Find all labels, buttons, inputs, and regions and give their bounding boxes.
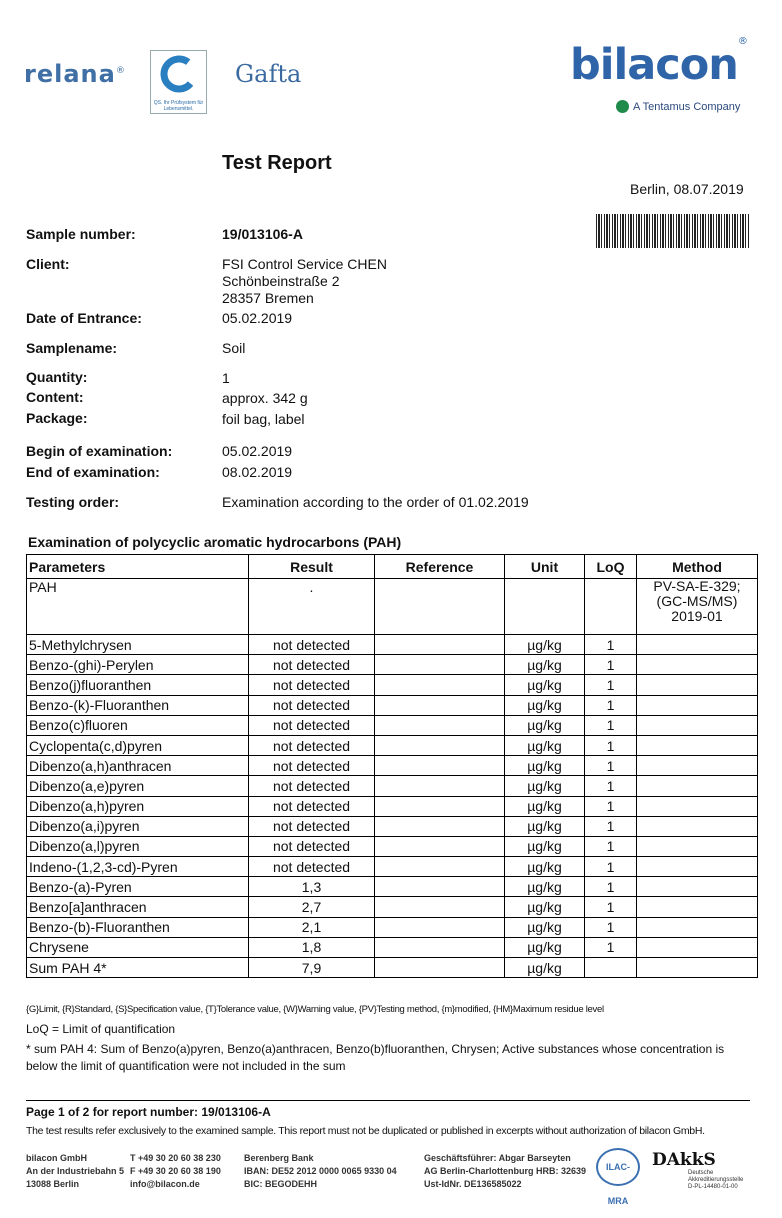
client-line-2: Schönbeinstraße 2 bbox=[222, 273, 340, 289]
result-cell: 2,1 bbox=[249, 917, 375, 937]
barcode-icon bbox=[596, 214, 749, 248]
method-cell bbox=[637, 836, 758, 856]
tentamus-icon bbox=[616, 100, 629, 113]
reference-cell bbox=[375, 776, 505, 796]
entrance-date: 05.02.2019 bbox=[222, 310, 293, 326]
result-cell: 1,8 bbox=[249, 937, 375, 957]
reference-cell bbox=[375, 836, 505, 856]
table-row bbox=[27, 877, 758, 897]
pah-method bbox=[637, 579, 758, 635]
param-cell: Dibenzo(a,e)pyren bbox=[27, 776, 249, 796]
table-row bbox=[27, 635, 758, 655]
table-row bbox=[27, 958, 758, 978]
table-row bbox=[27, 756, 758, 776]
param-cell: Benzo(j)fluoranthen bbox=[27, 675, 249, 695]
loq-cell: 1 bbox=[585, 917, 637, 937]
sample-number: 19/013106-A bbox=[222, 226, 303, 242]
loq-cell: 1 bbox=[585, 857, 637, 877]
tentamus-tagline: A Tentamus Company bbox=[616, 100, 740, 113]
table-row bbox=[27, 655, 758, 675]
result-cell: not detected bbox=[249, 635, 375, 655]
reference-cell bbox=[375, 877, 505, 897]
samplename-label: Samplename: bbox=[26, 340, 118, 356]
pah-label: PAH bbox=[27, 579, 249, 635]
order: Examination according to the order of 01.02.2019 bbox=[222, 494, 529, 510]
method-line-2: (GC-MS/MS) bbox=[656, 593, 738, 609]
bilacon-logo: bilacon® bbox=[570, 35, 747, 90]
method-cell bbox=[637, 857, 758, 877]
result-cell: not detected bbox=[249, 675, 375, 695]
table-row bbox=[27, 836, 758, 856]
table-row bbox=[27, 695, 758, 715]
client-line-3: 28357 Bremen bbox=[222, 290, 314, 306]
unit-cell: µg/kg bbox=[505, 958, 585, 978]
qs-caption: QS. Ihr Prüfsystem für Lebensmittel. bbox=[153, 100, 204, 112]
method-cell bbox=[637, 917, 758, 937]
result-cell: 7,9 bbox=[249, 958, 375, 978]
footer-contact: T +49 30 20 60 38 230 F +49 30 20 60 38 190 info@bilacon.de bbox=[130, 1153, 221, 1189]
loq-cell: 1 bbox=[585, 635, 637, 655]
unit-cell: µg/kg bbox=[505, 857, 585, 877]
result-cell: not detected bbox=[249, 735, 375, 755]
reference-cell bbox=[375, 655, 505, 675]
param-cell: Benzo-(b)-Fluoranthen bbox=[27, 917, 249, 937]
reference-cell bbox=[375, 735, 505, 755]
begin-label: Begin of examination: bbox=[26, 443, 173, 459]
method-cell bbox=[637, 715, 758, 735]
method-line-3: 2019-01 bbox=[671, 608, 723, 624]
method-cell bbox=[637, 816, 758, 836]
unit-cell: µg/kg bbox=[505, 836, 585, 856]
table-row bbox=[27, 917, 758, 937]
result-cell: not detected bbox=[249, 756, 375, 776]
loq-cell: 1 bbox=[585, 897, 637, 917]
unit-cell: µg/kg bbox=[505, 937, 585, 957]
method-cell bbox=[637, 796, 758, 816]
footer-company: Geschäftsführer: Abgar Barseyten AG Berlin-Charlottenburg HRB: 32639 Ust-IdNr. DE136585022 bbox=[424, 1153, 587, 1189]
param-cell: Indeno-(1,2,3-cd)-Pyren bbox=[27, 857, 249, 877]
pah-reference bbox=[375, 579, 505, 635]
samplename: Soil bbox=[222, 340, 246, 356]
param-cell: Sum PAH 4* bbox=[27, 958, 249, 978]
loq-cell: 1 bbox=[585, 776, 637, 796]
method-cell bbox=[637, 735, 758, 755]
result-cell: 1,3 bbox=[249, 877, 375, 897]
legend-note: {G}Limit, {R}Standard, {S}Specification value, {T}Tolerance value, {W}Warning value, {PV}Testing method, {m}modified, {HM}Maximum residue level bbox=[26, 1004, 604, 1015]
reference-cell bbox=[375, 796, 505, 816]
footer-rule bbox=[26, 1100, 750, 1101]
method-cell bbox=[637, 897, 758, 917]
section-title: Examination of polycyclic aromatic hydrocarbons (PAH) bbox=[28, 534, 402, 550]
result-cell: not detected bbox=[249, 816, 375, 836]
param-cell: Benzo-(ghi)-Perylen bbox=[27, 655, 249, 675]
qs-icon bbox=[160, 55, 198, 93]
loq-cell: 1 bbox=[585, 756, 637, 776]
table-row bbox=[27, 715, 758, 735]
end-date: 08.02.2019 bbox=[222, 464, 293, 480]
quantity-label: Quantity: bbox=[26, 369, 88, 385]
unit-cell: µg/kg bbox=[505, 635, 585, 655]
table-row bbox=[27, 735, 758, 755]
col-reference: Reference bbox=[375, 555, 505, 579]
unit-cell: µg/kg bbox=[505, 796, 585, 816]
table-row bbox=[27, 857, 758, 877]
table-row bbox=[27, 937, 758, 957]
unit-cell: µg/kg bbox=[505, 816, 585, 836]
loq-cell: 1 bbox=[585, 735, 637, 755]
reference-cell bbox=[375, 937, 505, 957]
page-title: Test Report bbox=[222, 152, 332, 174]
relana-logo: relana® bbox=[24, 60, 126, 88]
method-line-1: PV-SA-E-329; bbox=[653, 578, 741, 594]
reference-cell bbox=[375, 635, 505, 655]
result-cell: not detected bbox=[249, 836, 375, 856]
client-line-1: FSI Control Service CHEN bbox=[222, 256, 387, 272]
loq-cell bbox=[585, 958, 637, 978]
unit-cell: µg/kg bbox=[505, 756, 585, 776]
unit-cell: µg/kg bbox=[505, 877, 585, 897]
reference-cell bbox=[375, 756, 505, 776]
method-cell bbox=[637, 635, 758, 655]
pah-loq bbox=[585, 579, 637, 635]
disclaimer: The test results refer exclusively to the examined sample. This report must not be duplicated or published in excerpts without authorization of bilacon GmbH. bbox=[26, 1125, 705, 1137]
footer-address: bilacon GmbH An der Industriebahn 5 13088 Berlin bbox=[26, 1153, 125, 1189]
unit-cell: µg/kg bbox=[505, 735, 585, 755]
content: approx. 342 g bbox=[222, 390, 308, 406]
result-cell: not detected bbox=[249, 857, 375, 877]
results-table bbox=[26, 554, 758, 978]
entrance-label: Date of Entrance: bbox=[26, 310, 142, 326]
unit-cell: µg/kg bbox=[505, 917, 585, 937]
method-cell bbox=[637, 756, 758, 776]
result-cell: not detected bbox=[249, 796, 375, 816]
method-cell bbox=[637, 695, 758, 715]
client-label: Client: bbox=[26, 256, 70, 272]
param-cell: Benzo-(a)-Pyren bbox=[27, 877, 249, 897]
table-row bbox=[27, 675, 758, 695]
reference-cell bbox=[375, 958, 505, 978]
reference-cell bbox=[375, 897, 505, 917]
loq-cell: 1 bbox=[585, 877, 637, 897]
result-cell: not detected bbox=[249, 776, 375, 796]
table-row bbox=[27, 897, 758, 917]
result-cell: not detected bbox=[249, 715, 375, 735]
unit-cell: µg/kg bbox=[505, 776, 585, 796]
col-loq: LoQ bbox=[585, 555, 637, 579]
param-cell: Benzo-(k)-Fluoranthen bbox=[27, 695, 249, 715]
loq-cell: 1 bbox=[585, 816, 637, 836]
unit-cell: µg/kg bbox=[505, 715, 585, 735]
method-cell bbox=[637, 958, 758, 978]
pah-unit bbox=[505, 579, 585, 635]
method-cell bbox=[637, 655, 758, 675]
table-header-row bbox=[27, 555, 758, 579]
package-label: Package: bbox=[26, 410, 88, 426]
loq-cell: 1 bbox=[585, 836, 637, 856]
table-row bbox=[27, 816, 758, 836]
quantity: 1 bbox=[222, 370, 230, 386]
table-row bbox=[27, 796, 758, 816]
param-cell: Dibenzo(a,i)pyren bbox=[27, 816, 249, 836]
loq-cell: 1 bbox=[585, 675, 637, 695]
qs-logo bbox=[150, 50, 207, 114]
col-parameters: Parameters bbox=[27, 555, 249, 579]
pah-result: . bbox=[249, 579, 375, 635]
order-label: Testing order: bbox=[26, 494, 120, 510]
unit-cell: µg/kg bbox=[505, 655, 585, 675]
loq-note: LoQ = Limit of quantification bbox=[26, 1022, 176, 1036]
method-cell bbox=[637, 776, 758, 796]
end-label: End of examination: bbox=[26, 464, 160, 480]
loq-cell: 1 bbox=[585, 715, 637, 735]
table-row bbox=[27, 776, 758, 796]
unit-cell: µg/kg bbox=[505, 675, 585, 695]
param-cell: 5-Methylchrysen bbox=[27, 635, 249, 655]
param-cell: Benzo[a]anthracen bbox=[27, 897, 249, 917]
col-result: Result bbox=[249, 555, 375, 579]
method-cell bbox=[637, 877, 758, 897]
dakks-logo: DAkkS Deutsche Akkreditierungsstelle D-PL-14480-01-00 bbox=[652, 1150, 744, 1190]
result-cell: 2,7 bbox=[249, 897, 375, 917]
begin-date: 05.02.2019 bbox=[222, 443, 293, 459]
reference-cell bbox=[375, 857, 505, 877]
sum-note: * sum PAH 4: Sum of Benzo(a)pyren, Benzo(a)anthracen, Benzo(b)fluoranthen, Chrysen; Active substances whose concentration is below the limit of quantification were not included in the sum bbox=[26, 1042, 725, 1073]
reference-cell bbox=[375, 816, 505, 836]
gafta-logo: Gafta bbox=[235, 60, 302, 88]
reference-cell bbox=[375, 675, 505, 695]
place-date: Berlin, 08.07.2019 bbox=[630, 181, 744, 197]
reference-cell bbox=[375, 695, 505, 715]
param-cell: Benzo(c)fluoren bbox=[27, 715, 249, 735]
param-cell: Dibenzo(a,h)pyren bbox=[27, 796, 249, 816]
result-cell: not detected bbox=[249, 695, 375, 715]
param-cell: Chrysene bbox=[27, 937, 249, 957]
ilac-seal-icon: ILAC-MRA bbox=[596, 1148, 640, 1186]
page-number: Page 1 of 2 for report number: 19/013106-A bbox=[26, 1105, 271, 1119]
loq-cell: 1 bbox=[585, 937, 637, 957]
loq-cell: 1 bbox=[585, 655, 637, 675]
content-label: Content: bbox=[26, 389, 84, 405]
unit-cell: µg/kg bbox=[505, 695, 585, 715]
package: foil bag, label bbox=[222, 411, 305, 427]
method-cell bbox=[637, 937, 758, 957]
sample-number-label: Sample number: bbox=[26, 226, 136, 242]
table-row-pah bbox=[27, 579, 758, 635]
param-cell: Dibenzo(a,h)anthracen bbox=[27, 756, 249, 776]
footer-bank: Berenberg Bank IBAN: DE52 2012 0000 0065 9330 04 BIC: BEGODEHH bbox=[244, 1153, 397, 1189]
param-cell: Dibenzo(a,l)pyren bbox=[27, 836, 249, 856]
reference-cell bbox=[375, 715, 505, 735]
col-unit: Unit bbox=[505, 555, 585, 579]
reference-cell bbox=[375, 917, 505, 937]
unit-cell: µg/kg bbox=[505, 897, 585, 917]
loq-cell: 1 bbox=[585, 796, 637, 816]
result-cell: not detected bbox=[249, 655, 375, 675]
col-method: Method bbox=[637, 555, 758, 579]
param-cell: Cyclopenta(c,d)pyren bbox=[27, 735, 249, 755]
method-cell bbox=[637, 675, 758, 695]
loq-cell: 1 bbox=[585, 695, 637, 715]
